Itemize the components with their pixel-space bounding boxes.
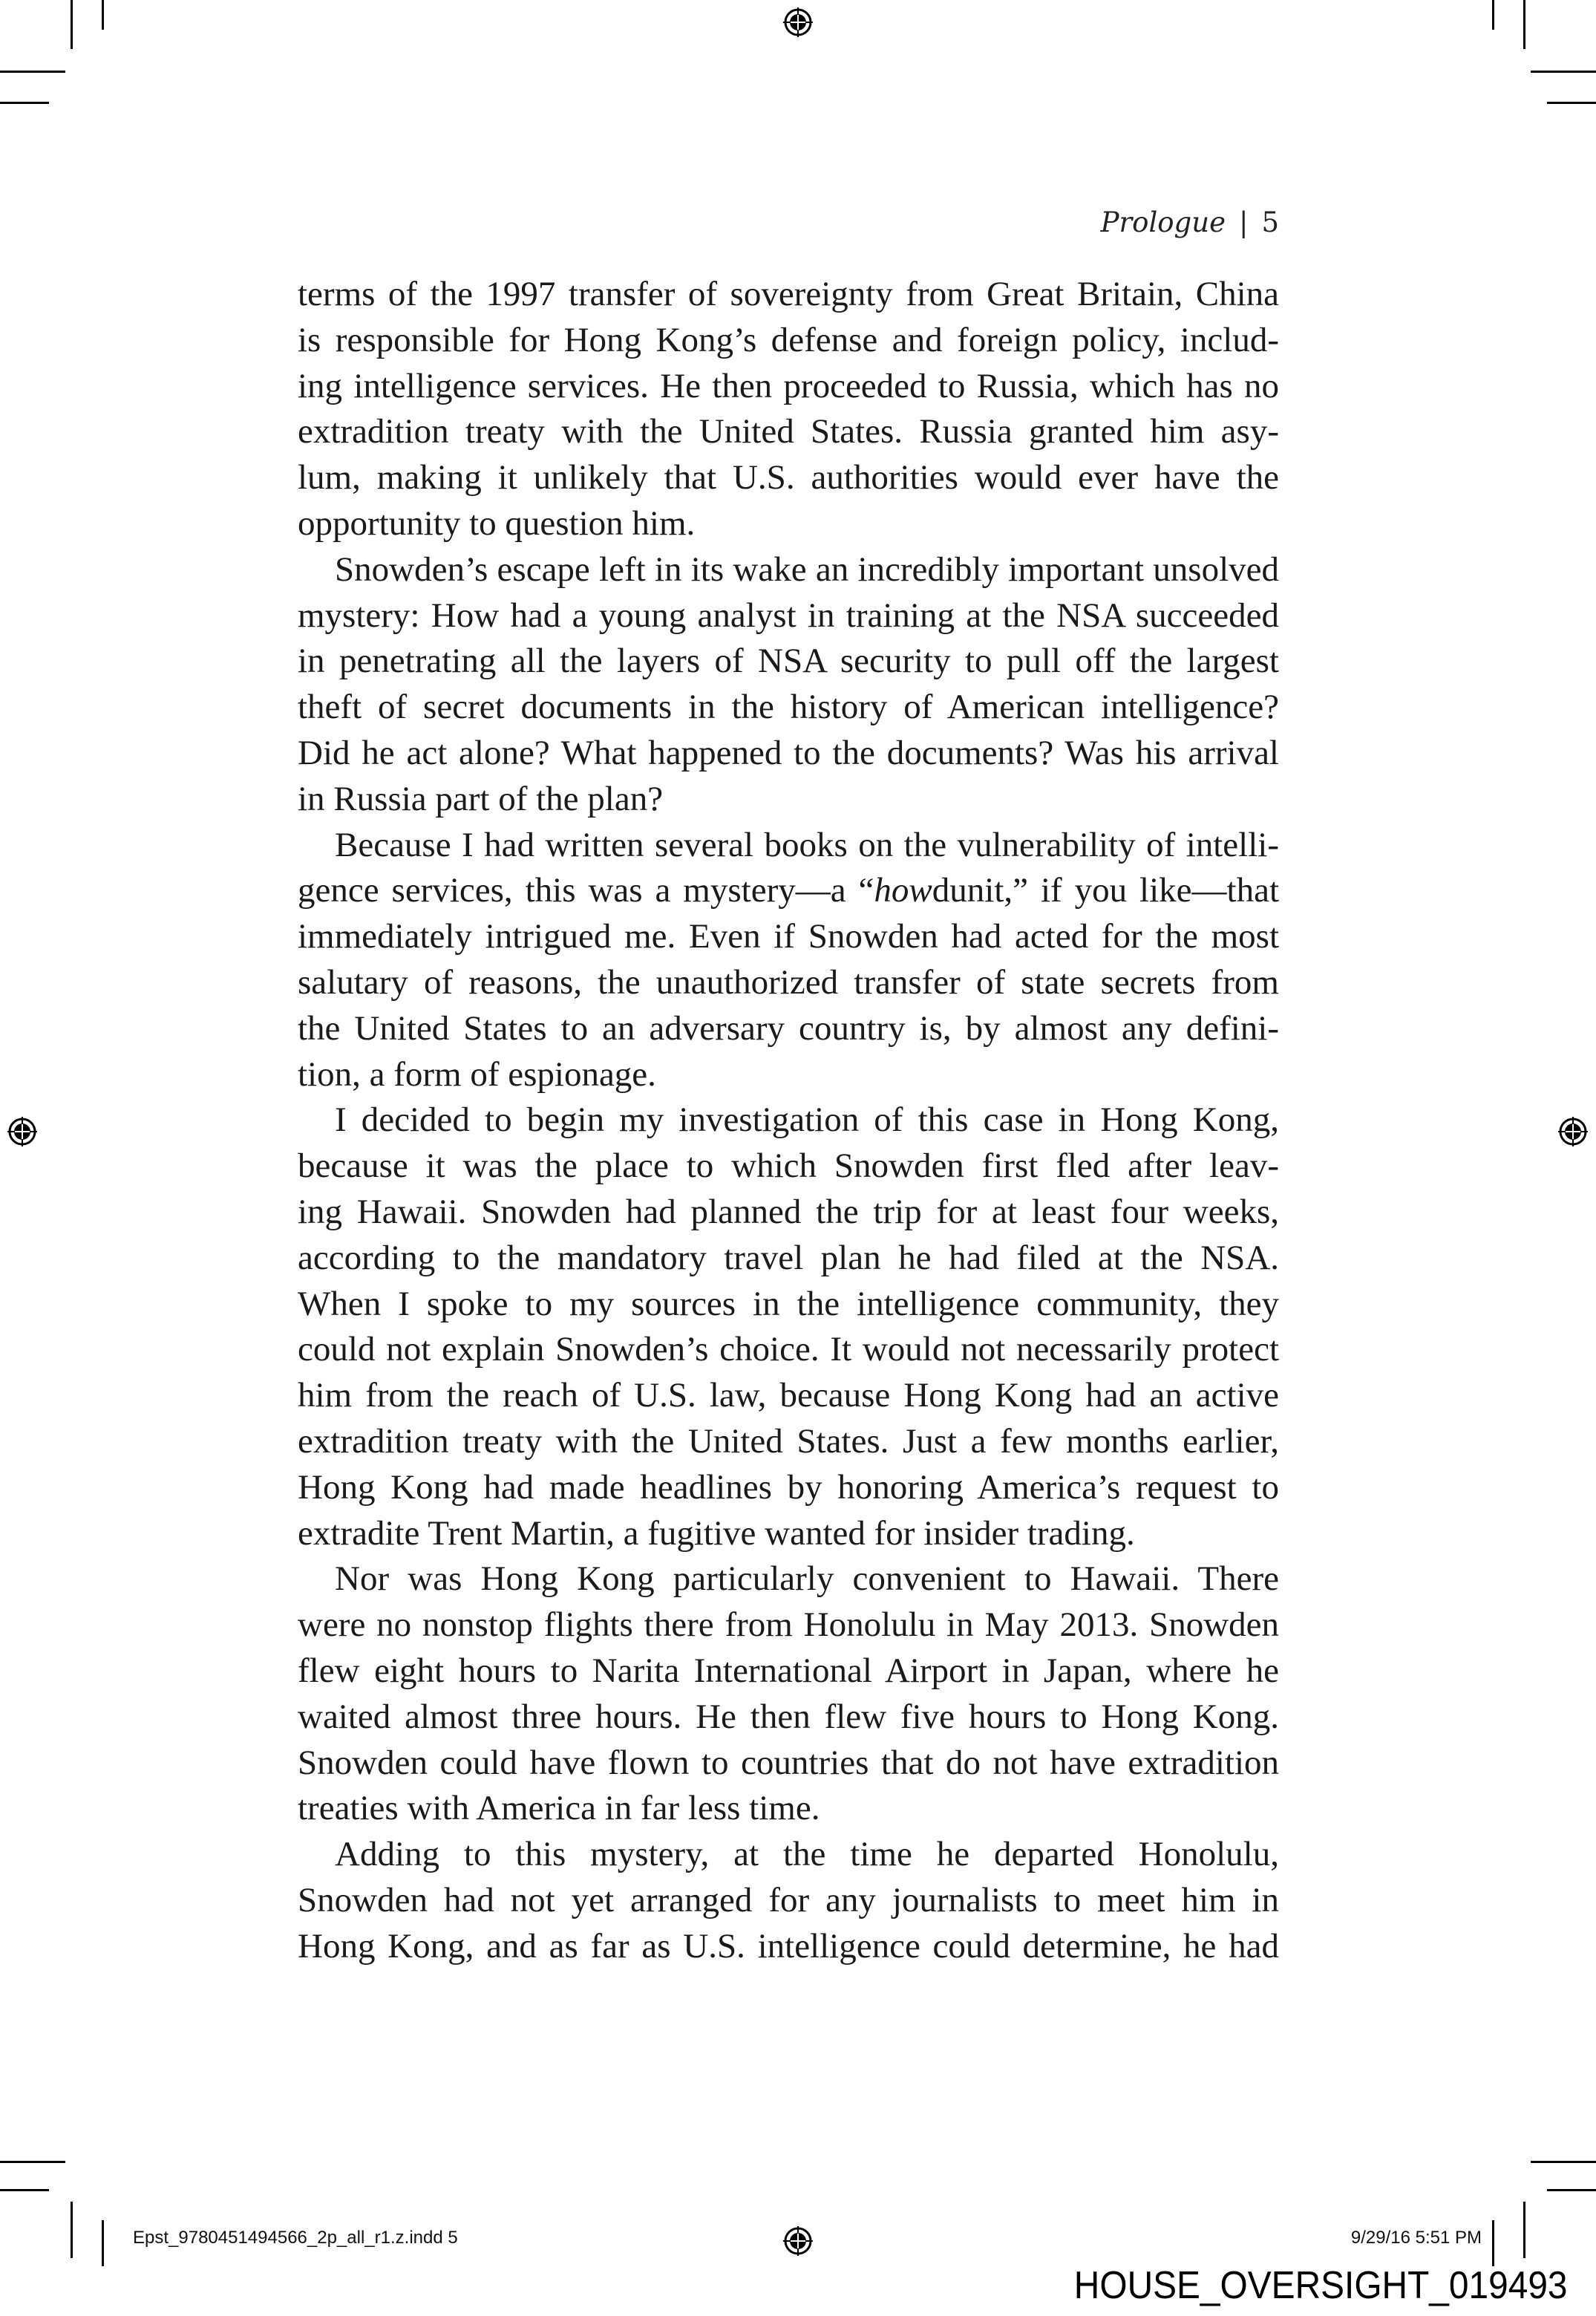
- registration-mark-icon: [6, 1115, 39, 1148]
- text-line: Because I had written several books on the vulnerability of intelli-: [335, 825, 1279, 864]
- text-line: treaties with America in far less time.: [298, 1789, 820, 1828]
- text-line: because it was the place to which Snowden first fled after leav-: [298, 1146, 1279, 1186]
- text-line: opportunity to question him.: [298, 503, 696, 543]
- footer-filename: Epst_9780451494566_2p_all_r1.z.indd 5: [133, 2228, 458, 2248]
- header-separator: |: [1238, 206, 1249, 238]
- text-line: I decided to begin my investigation of this case in Hong Kong,: [335, 1100, 1279, 1140]
- text-line: Snowden had not yet arranged for any journalists to meet him in: [298, 1880, 1279, 1919]
- text-line: the United States to an adversary country is, by almost any defini-: [298, 1008, 1279, 1048]
- text-line: according to the mandatory travel plan he had filed at the NSA.: [298, 1238, 1279, 1277]
- text-line: Hong Kong had made headlines by honoring America’s request to: [298, 1467, 1279, 1507]
- text-line: mystery: How had a young analyst in training at the NSA succeeded: [298, 596, 1279, 635]
- text-segment: dunit,” if you like—that: [932, 871, 1280, 910]
- text-line: in Russia part of the plan?: [298, 779, 664, 818]
- italic-text: how: [874, 871, 932, 910]
- text-line: lum, making it unlikely that U.S. authorities would ever have the: [298, 458, 1279, 498]
- text-line: Nor was Hong Kong particularly convenient to Hawaii. There: [335, 1559, 1279, 1599]
- registration-mark-icon: [1557, 1115, 1589, 1148]
- text-line: ing Hawaii. Snowden had planned the trip for at least four weeks,: [298, 1192, 1279, 1231]
- text-line: When I spoke to my sources in the intelligence community, they: [298, 1284, 1279, 1323]
- text-line: him from the reach of U.S. law, because Hong Kong had an active: [298, 1376, 1279, 1415]
- text-line: theft of secret documents in the history of American intelligence?: [298, 688, 1279, 727]
- registration-mark-icon: [782, 6, 814, 39]
- text-line: could not explain Snowden’s choice. It would not necessarily protect: [298, 1330, 1279, 1369]
- text-line: were no nonstop flights there from Honolulu in May 2013. Snowden: [298, 1605, 1279, 1645]
- page-number: 5: [1261, 206, 1279, 238]
- text-line: in penetrating all the layers of NSA security to pull off the largest: [298, 642, 1279, 681]
- bates-stamp: HOUSE_OVERSIGHT_019493: [1074, 2264, 1568, 2307]
- text-line: [298, 868, 1279, 914]
- body-text: [298, 272, 1279, 1969]
- text-line: salutary of reasons, the unauthorized transfer of state secrets from: [298, 962, 1279, 1002]
- text-line: ing intelligence services. He then proceeded to Russia, which has no: [298, 366, 1279, 405]
- text-line: Did he act alone? What happened to the documents? Was his arrival: [298, 733, 1279, 772]
- text-line: extradite Trent Martin, a fugitive wanted for insider trading.: [298, 1513, 1135, 1553]
- text-line: Snowden could have flown to countries that do not have extradition: [298, 1743, 1279, 1782]
- text-line: Hong Kong, and as far as U.S. intelligence could determine, he had: [298, 1926, 1279, 1966]
- text-line: flew eight hours to Narita International Airport in Japan, where he: [298, 1651, 1279, 1690]
- text-line: extradition treaty with the United States. Russia granted him asy-: [298, 412, 1279, 451]
- text-segment: gence services, this was a mystery—a “: [298, 871, 874, 910]
- text-line: waited almost three hours. He then flew five hours to Hong Kong.: [298, 1697, 1279, 1736]
- text-line: terms of the 1997 transfer of sovereignty from Great Britain, China: [298, 275, 1279, 313]
- text-line: is responsible for Hong Kong’s defense and foreign policy, includ-: [298, 320, 1279, 359]
- running-head-title: Prologue: [1100, 206, 1226, 238]
- text-line: tion, a form of espionage.: [298, 1054, 656, 1094]
- text-line: Snowden’s escape left in its wake an incredibly important unsolved: [335, 549, 1279, 589]
- text-line: Adding to this mystery, at the time he departed Honolulu,: [335, 1835, 1279, 1874]
- text-line: immediately intrigued me. Even if Snowden had acted for the most: [298, 917, 1279, 956]
- registration-mark-icon: [782, 2225, 814, 2257]
- footer-timestamp: 9/29/16 5:51 PM: [1350, 2228, 1482, 2248]
- text-line: extradition treaty with the United States. Just a few months earlier,: [298, 1421, 1279, 1461]
- running-header: [1101, 206, 1279, 238]
